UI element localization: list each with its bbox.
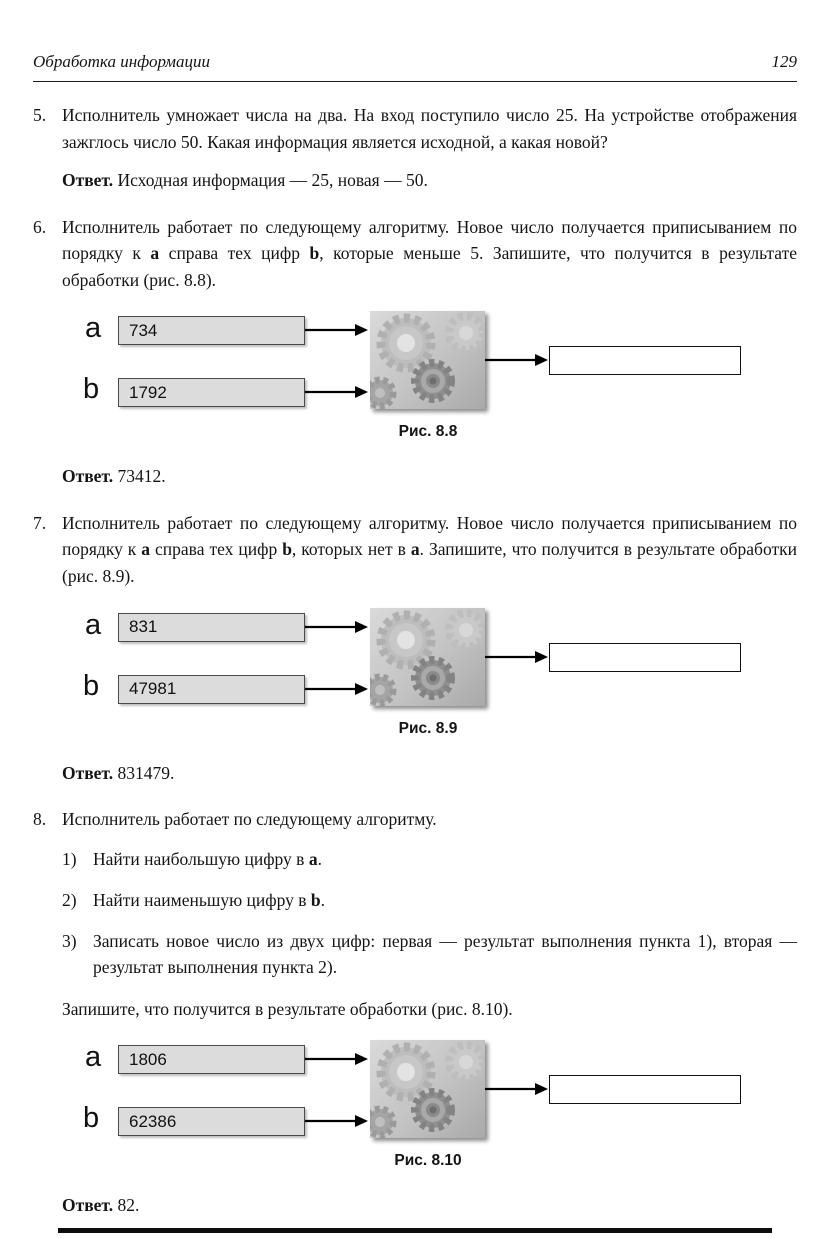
input-b-value: 47981 (129, 679, 177, 698)
input-b-box (118, 675, 305, 704)
item-text: Записать новое число из двух цифр: первая — результат выполнения пункта 1), вторая — результат выполнения пункта 2). (93, 930, 797, 978)
arrow-b-icon (305, 385, 369, 399)
text-segment: , которые меньше 5. Запишите, что получится в результате обработки (рис. 8.8). (62, 243, 797, 290)
figure-caption: Рис. 8.9 (398, 719, 458, 737)
problem-text (62, 510, 797, 590)
input-a-value: 831 (129, 617, 158, 636)
problem-7 (33, 510, 797, 590)
input-a-label: a (85, 1041, 102, 1074)
variable-b: b (282, 539, 292, 560)
input-a-value: 1806 (129, 1049, 167, 1069)
problem-8 (33, 806, 797, 833)
figure-8-10 (33, 1040, 797, 1180)
answer-value: Исходная информация — 25, новая — 50. (117, 170, 428, 191)
variable-a: a (141, 539, 151, 560)
input-a-box (118, 316, 305, 345)
input-b-label: b (83, 1102, 100, 1135)
arrow-a-icon (305, 323, 369, 337)
input-a-box (118, 1045, 305, 1074)
answer-7 (62, 761, 797, 786)
arrow-a-icon (305, 620, 369, 634)
arrow-output-icon (485, 353, 549, 367)
problem-text: Исполнитель работает по следующему алгоритму. (62, 808, 437, 829)
input-a-box (118, 613, 305, 642)
input-b-label: b (83, 669, 100, 702)
text-segment: Найти наибольшую цифру в (93, 849, 309, 870)
problem-number: 7. (33, 512, 47, 533)
problem-6 (33, 214, 797, 294)
input-a-label: a (85, 608, 102, 641)
text-segment: , которых нет в (291, 539, 411, 560)
problem-number: 8. (33, 808, 47, 829)
answer-6 (62, 464, 797, 489)
arrow-b-icon (305, 1114, 369, 1128)
output-box (549, 1075, 741, 1104)
text-segment: Исполнитель работает по следующему алгоритму. Новое число получается приписыванием по порядку к (62, 216, 797, 264)
figure-8-9 (33, 608, 797, 748)
input-b-box (118, 378, 305, 407)
answer-5 (62, 168, 797, 193)
problem-8-item-3 (62, 928, 797, 981)
processor-machine-icon (370, 608, 485, 706)
problem-text (62, 214, 797, 294)
page-number: 129 (771, 52, 797, 71)
item-text (93, 846, 797, 873)
chapter-title: Обработка информации (33, 52, 210, 71)
processor-machine-icon (370, 311, 485, 409)
answer-value: 82. (117, 1195, 140, 1216)
variable-a: a (410, 539, 420, 560)
item-text (93, 887, 797, 914)
text-segment: . Запишите, что получится в результате обработки (рис. 8.9). (62, 539, 797, 586)
arrow-a-icon (305, 1052, 369, 1066)
processor-machine-icon (370, 1040, 485, 1138)
item-number: 3) (62, 930, 77, 951)
input-b-box (118, 1107, 305, 1136)
problem-5 (33, 102, 797, 155)
output-box (549, 346, 741, 375)
input-a-label: a (85, 312, 102, 345)
text-segment: Исполнитель работает по следующему алгоритму. Новое число получается приписыванием по порядку к (62, 512, 797, 560)
problem-8-item-2 (62, 887, 797, 914)
problem-text: Исполнитель умножает числа на два. На вход поступило число 25. На устройстве отображения зажглось число 50. Какая информация является исходной, а какая новой? (62, 105, 797, 152)
answer-label: Ответ. (62, 170, 114, 191)
answer-label: Ответ. (62, 762, 114, 783)
variable-a: a (308, 849, 318, 870)
answer-value: 831479. (117, 762, 175, 783)
variable-a: a (150, 243, 160, 264)
answer-label: Ответ. (62, 1195, 114, 1216)
problem-8-item-1 (62, 846, 797, 873)
arrow-output-icon (485, 1082, 549, 1096)
answer-value: 73412. (117, 466, 166, 487)
text-segment: . (317, 849, 322, 870)
variable-b: b (310, 890, 321, 911)
problem-number: 6. (33, 216, 47, 237)
input-b-value: 1792 (129, 382, 167, 402)
text-segment: . (320, 890, 325, 911)
figure-caption: Рис. 8.8 (398, 423, 458, 441)
item-number: 1) (62, 849, 77, 870)
text-segment: справа тех цифр (150, 539, 283, 560)
output-box (549, 643, 741, 672)
problem-8-outro: Запишите, что получится в результате обработки (рис. 8.10). (62, 998, 513, 1019)
input-a-value: 734 (129, 320, 158, 340)
page-bottom-edge (58, 1228, 772, 1233)
answer-label: Ответ. (62, 466, 114, 487)
text-segment: Найти наименьшую цифру в (93, 890, 311, 911)
item-number: 2) (62, 890, 77, 911)
text-segment: справа тех цифр (159, 243, 310, 264)
arrow-output-icon (485, 650, 549, 664)
input-b-label: b (83, 373, 100, 406)
input-b-value: 62386 (129, 1111, 177, 1131)
problem-number: 5. (33, 105, 47, 125)
figure-8-8 (33, 311, 797, 451)
variable-b: b (309, 243, 320, 264)
figure-caption: Рис. 8.10 (394, 1152, 462, 1170)
running-header (33, 0, 797, 82)
arrow-b-icon (305, 682, 369, 696)
answer-8 (62, 1193, 797, 1218)
